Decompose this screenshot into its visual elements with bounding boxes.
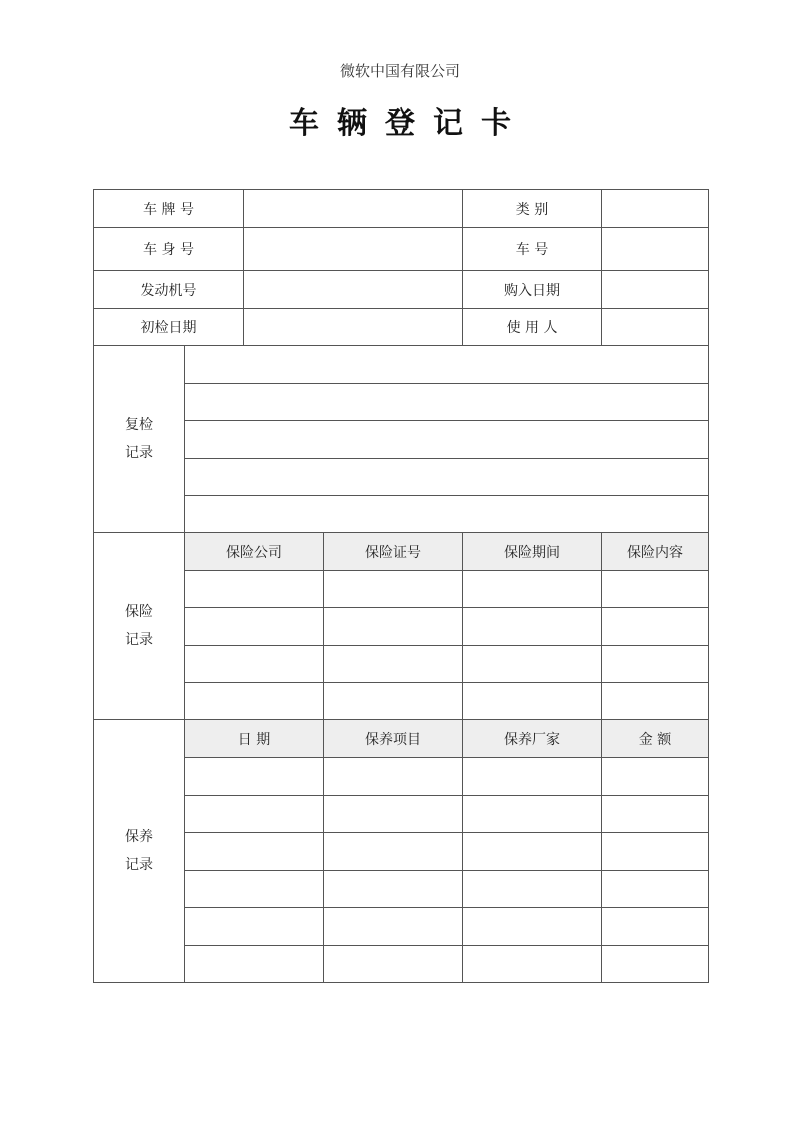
reinspection-row[interactable] xyxy=(185,346,709,384)
insurance-company-header: 保险公司 xyxy=(185,533,324,571)
maintenance-row xyxy=(94,946,709,983)
maintenance-item-cell[interactable] xyxy=(324,908,463,946)
maintenance-date-cell[interactable] xyxy=(185,946,324,983)
insurance-section-label xyxy=(94,533,185,720)
insurance-policy-number-header: 保险证号 xyxy=(324,533,463,571)
maintenance-vendor-cell[interactable] xyxy=(463,796,602,833)
maintenance-vendor-cell[interactable] xyxy=(463,833,602,871)
insurance-row xyxy=(94,571,709,608)
maintenance-vendor-cell[interactable] xyxy=(463,908,602,946)
maintenance-amount-cell[interactable] xyxy=(602,758,709,796)
insurance-company-cell[interactable] xyxy=(185,571,324,608)
maintenance-amount-cell[interactable] xyxy=(602,871,709,908)
first-inspection-date-label: 初检日期 xyxy=(94,309,244,346)
insurance-period-header: 保险期间 xyxy=(463,533,602,571)
reinspection-row[interactable] xyxy=(185,496,709,533)
maintenance-amount-header: 金 额 xyxy=(602,720,709,758)
maintenance-date-cell[interactable] xyxy=(185,758,324,796)
insurance-label-line2: 记录 xyxy=(125,632,153,648)
insurance-period-cell[interactable] xyxy=(463,608,602,646)
plate-number-label: 车 牌 号 xyxy=(94,190,244,228)
maintenance-vendor-cell[interactable] xyxy=(463,758,602,796)
maintenance-vendor-header: 保养厂家 xyxy=(463,720,602,758)
maintenance-label-line2: 记录 xyxy=(125,857,153,873)
maintenance-amount-cell[interactable] xyxy=(602,833,709,871)
insurance-content-header: 保险内容 xyxy=(602,533,709,571)
insurance-row xyxy=(94,608,709,646)
insurance-policy-number-cell[interactable] xyxy=(324,608,463,646)
insurance-company-cell[interactable] xyxy=(185,646,324,683)
maintenance-date-cell[interactable] xyxy=(185,796,324,833)
insurance-label-line1: 保险 xyxy=(125,604,153,620)
maintenance-date-cell[interactable] xyxy=(185,833,324,871)
maintenance-vendor-cell[interactable] xyxy=(463,946,602,983)
insurance-policy-number-cell[interactable] xyxy=(324,571,463,608)
engine-number-field[interactable] xyxy=(244,271,463,309)
insurance-row xyxy=(94,683,709,720)
maintenance-amount-cell[interactable] xyxy=(602,946,709,983)
insurance-period-cell[interactable] xyxy=(463,683,602,720)
maintenance-section-label xyxy=(94,720,185,983)
insurance-row xyxy=(94,646,709,683)
purchase-date-field[interactable] xyxy=(602,271,709,309)
insurance-period-cell[interactable] xyxy=(463,571,602,608)
reinspection-label-line2: 记录 xyxy=(125,445,153,461)
maintenance-amount-cell[interactable] xyxy=(602,796,709,833)
page-title: 车辆登记卡 xyxy=(289,106,529,141)
maintenance-item-cell[interactable] xyxy=(324,796,463,833)
maintenance-vendor-cell[interactable] xyxy=(463,871,602,908)
vehicle-number-field[interactable] xyxy=(602,228,709,271)
insurance-content-cell[interactable] xyxy=(602,683,709,720)
insurance-company-cell[interactable] xyxy=(185,608,324,646)
reinspection-section-label xyxy=(94,346,185,533)
maintenance-label-line1: 保养 xyxy=(125,829,153,845)
maintenance-row xyxy=(94,758,709,796)
maintenance-row xyxy=(94,796,709,833)
user-field[interactable] xyxy=(602,309,709,346)
insurance-period-cell[interactable] xyxy=(463,646,602,683)
maintenance-item-header: 保养项目 xyxy=(324,720,463,758)
maintenance-item-cell[interactable] xyxy=(324,833,463,871)
vehicle-number-label: 车 号 xyxy=(463,228,602,271)
company-name: 微软中国有限公司 xyxy=(339,62,460,80)
plate-number-field[interactable] xyxy=(244,190,463,228)
insurance-content-cell[interactable] xyxy=(602,608,709,646)
category-field[interactable] xyxy=(602,190,709,228)
maintenance-item-cell[interactable] xyxy=(324,946,463,983)
insurance-content-cell[interactable] xyxy=(602,646,709,683)
first-inspection-date-field[interactable] xyxy=(244,309,463,346)
body-number-field[interactable] xyxy=(244,228,463,271)
vehicle-registration-table xyxy=(93,189,709,983)
reinspection-label-line1: 复检 xyxy=(125,417,153,433)
maintenance-date-header: 日 期 xyxy=(185,720,324,758)
maintenance-row xyxy=(94,833,709,871)
engine-number-label: 发动机号 xyxy=(94,271,244,309)
purchase-date-label: 购入日期 xyxy=(463,271,602,309)
maintenance-row xyxy=(94,908,709,946)
maintenance-item-cell[interactable] xyxy=(324,871,463,908)
reinspection-row[interactable] xyxy=(185,384,709,421)
maintenance-date-cell[interactable] xyxy=(185,908,324,946)
body-number-label: 车 身 号 xyxy=(94,228,244,271)
user-label: 使 用 人 xyxy=(463,309,602,346)
maintenance-row xyxy=(94,871,709,908)
category-label: 类 别 xyxy=(463,190,602,228)
reinspection-row[interactable] xyxy=(185,459,709,496)
maintenance-item-cell[interactable] xyxy=(324,758,463,796)
insurance-policy-number-cell[interactable] xyxy=(324,646,463,683)
maintenance-date-cell[interactable] xyxy=(185,871,324,908)
insurance-company-cell[interactable] xyxy=(185,683,324,720)
reinspection-row[interactable] xyxy=(185,421,709,459)
insurance-content-cell[interactable] xyxy=(602,571,709,608)
insurance-policy-number-cell[interactable] xyxy=(324,683,463,720)
maintenance-amount-cell[interactable] xyxy=(602,908,709,946)
